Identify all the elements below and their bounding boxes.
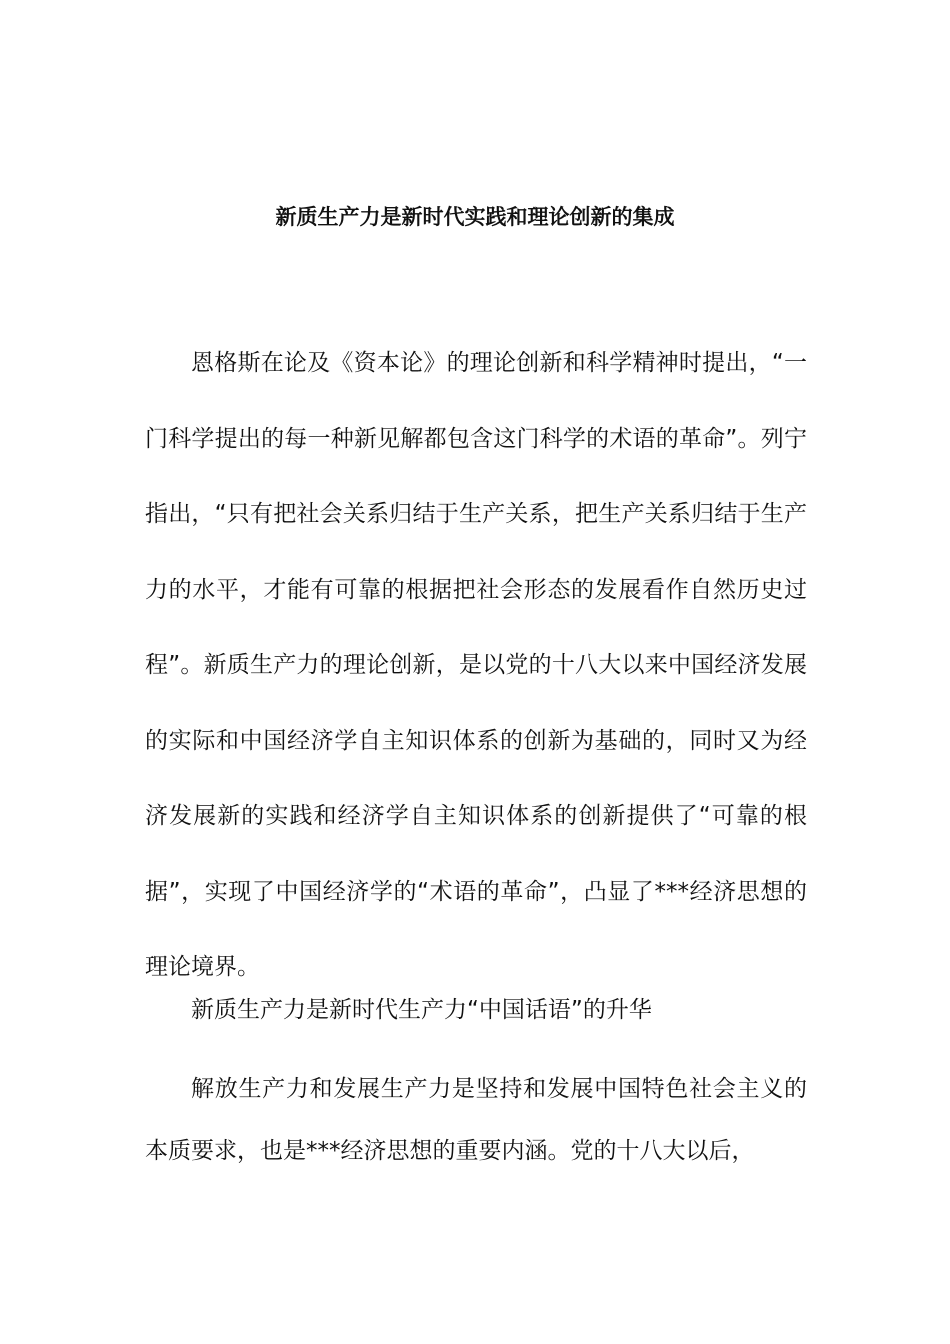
document-title: 新质生产力是新时代实践和理论创新的集成 <box>275 205 675 229</box>
body-paragraph-3: 解放生产力和发展生产力是坚持和发展中国特色社会主义的本质要求，也是***经济思想的重要内涵。党的十八大以后， <box>145 1076 807 1164</box>
body-paragraph-1: 恩格斯在论及《资本论》的理论创新和科学精神时提出，“一门科学提出的每一种新见解都包含这门科学的术语的革命”。列宁指出，“只有把社会关系归结于生产关系，把生产关系归结于生产力的水平，才能有可靠的根据把社会形态的发展看作自然历史过程”。新质生产力的理论创新，是以党的十八大以来中国经济发展的实际和中国经济学自主知识体系的创新为基础的，同时又为经济发展新的实践和经济学自主知识体系的创新提供了“可靠的根据”，实现了中国经济学的“术语的革命”，凸显了***经济思想的理论境界。 <box>145 350 807 980</box>
section-heading-paragraph: 新质生产力是新时代生产力“中国话语”的升华 <box>191 997 652 1023</box>
